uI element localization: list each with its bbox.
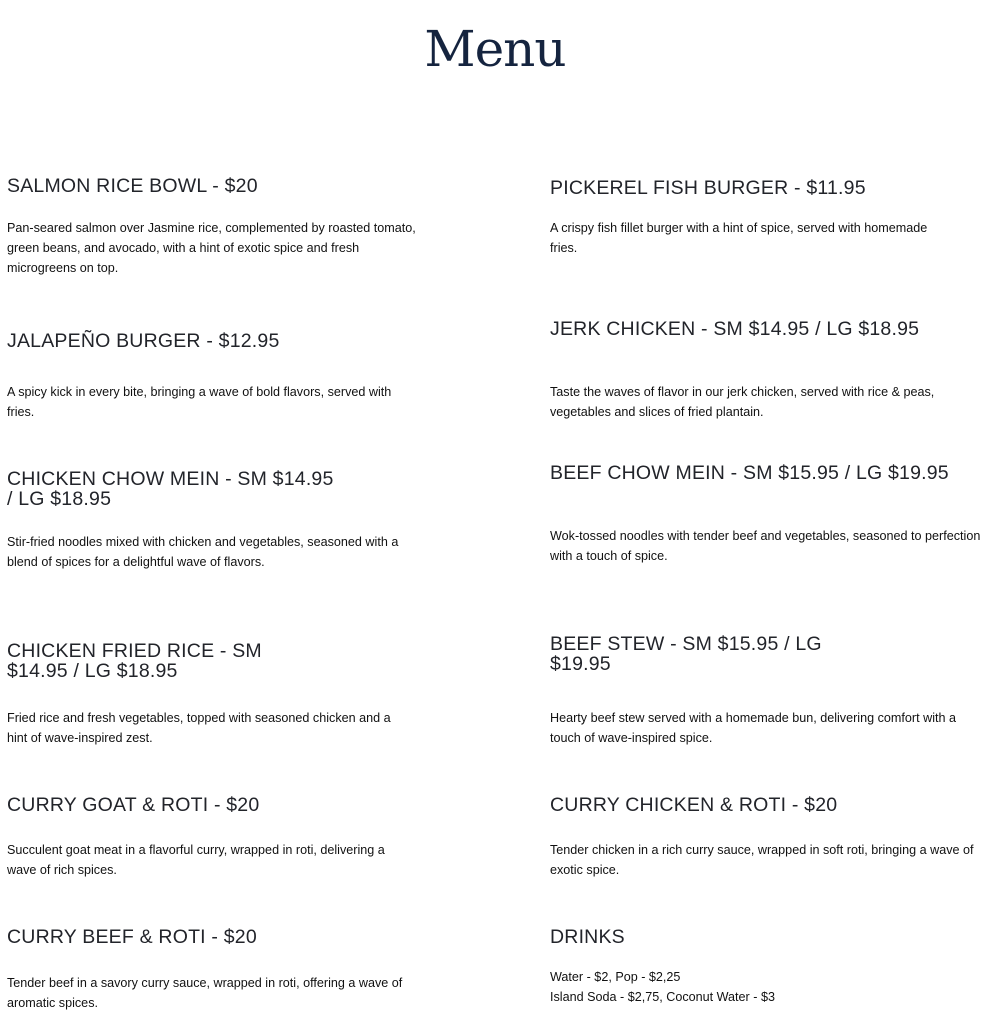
menu-item-pickerel-fish-burger — [550, 177, 950, 255]
drinks-list — [550, 967, 970, 1007]
menu-section-drinks — [550, 926, 970, 1004]
menu-item-heading: CURRY GOAT & ROTI - $20 — [7, 794, 260, 816]
menu-item-curry-goat-roti — [7, 794, 417, 877]
menu-item-heading: CURRY CHICKEN & ROTI - $20 — [550, 794, 838, 816]
menu-item-heading: BEEF STEW - SM $15.95 / LG $19.95 — [550, 633, 822, 675]
menu-item-description: Tender beef in a savory curry sauce, wrapped in roti, offering a wave of aromatic spices. — [7, 976, 403, 1010]
menu-item-curry-beef-roti — [7, 926, 407, 1010]
menu-item-chicken-chow-mein — [7, 468, 399, 569]
menu-item-heading: JERK CHICKEN - SM $14.95 / LG $18.95 — [550, 318, 920, 340]
menu-item-curry-chicken-roti — [550, 794, 990, 877]
menu-item-heading: CHICKEN CHOW MEIN - SM $14.95 / LG $18.95 — [7, 468, 334, 510]
menu-item-chicken-fried-rice — [7, 640, 391, 745]
drinks-line: Island Soda - $2,75, Coconut Water - $3 — [550, 990, 775, 1004]
menu-item-description: A crispy fish fillet burger with a hint of spice, served with homemade fries. — [550, 221, 928, 255]
menu-item-beef-stew — [550, 633, 956, 745]
menu-item-jalapeno-burger — [7, 330, 407, 419]
menu-item-heading: BEEF CHOW MEIN - SM $15.95 / LG $19.95 — [550, 462, 949, 484]
menu-item-description: Fried rice and fresh vegetables, topped with seasoned chicken and a hint of wave-inspired zest. — [7, 711, 391, 745]
menu-item-heading: SALMON RICE BOWL - $20 — [7, 175, 258, 197]
menu-item-beef-chow-mein — [550, 462, 990, 563]
menu-item-description: A spicy kick in every bite, bringing a wave of bold flavors, served with fries. — [7, 385, 392, 419]
menu-item-jerk-chicken — [550, 318, 980, 419]
drinks-heading: DRINKS — [550, 926, 625, 948]
menu-item-salmon-rice-bowl — [7, 175, 417, 275]
menu-item-description: Stir-fried noodles mixed with chicken and vegetables, seasoned with a blend of spices for a delightful wave of flavors. — [7, 535, 399, 569]
page-title: Menu — [424, 20, 566, 78]
menu-item-description: Hearty beef stew served with a homemade bun, delivering comfort with a touch of wave-inspired spice. — [550, 711, 956, 745]
drinks-line: Water - $2, Pop - $2,25 — [550, 970, 681, 984]
menu-item-heading: JALAPEÑO BURGER - $12.95 — [7, 330, 280, 352]
menu-item-description: Succulent goat meat in a flavorful curry, wrapped in roti, delivering a wave of rich spices. — [7, 843, 385, 877]
menu-item-heading: PICKEREL FISH BURGER - $11.95 — [550, 177, 866, 199]
menu-item-description: Pan-seared salmon over Jasmine rice, complemented by roasted tomato, green beans, and avocado, with a hint of exotic spice and fresh microgreens on top. — [7, 221, 416, 275]
menu-item-description: Taste the waves of flavor in our jerk chicken, served with rice & peas, vegetables and slices of fried plantain. — [550, 385, 935, 419]
menu-item-description: Wok-tossed noodles with tender beef and vegetables, seasoned to perfection with a touch of spice. — [550, 529, 981, 563]
menu-item-heading: CHICKEN FRIED RICE - SM $14.95 / LG $18.95 — [7, 640, 262, 682]
menu-item-description: Tender chicken in a rich curry sauce, wrapped in soft roti, bringing a wave of exotic spice. — [550, 843, 974, 877]
menu-item-heading: CURRY BEEF & ROTI - $20 — [7, 926, 257, 948]
